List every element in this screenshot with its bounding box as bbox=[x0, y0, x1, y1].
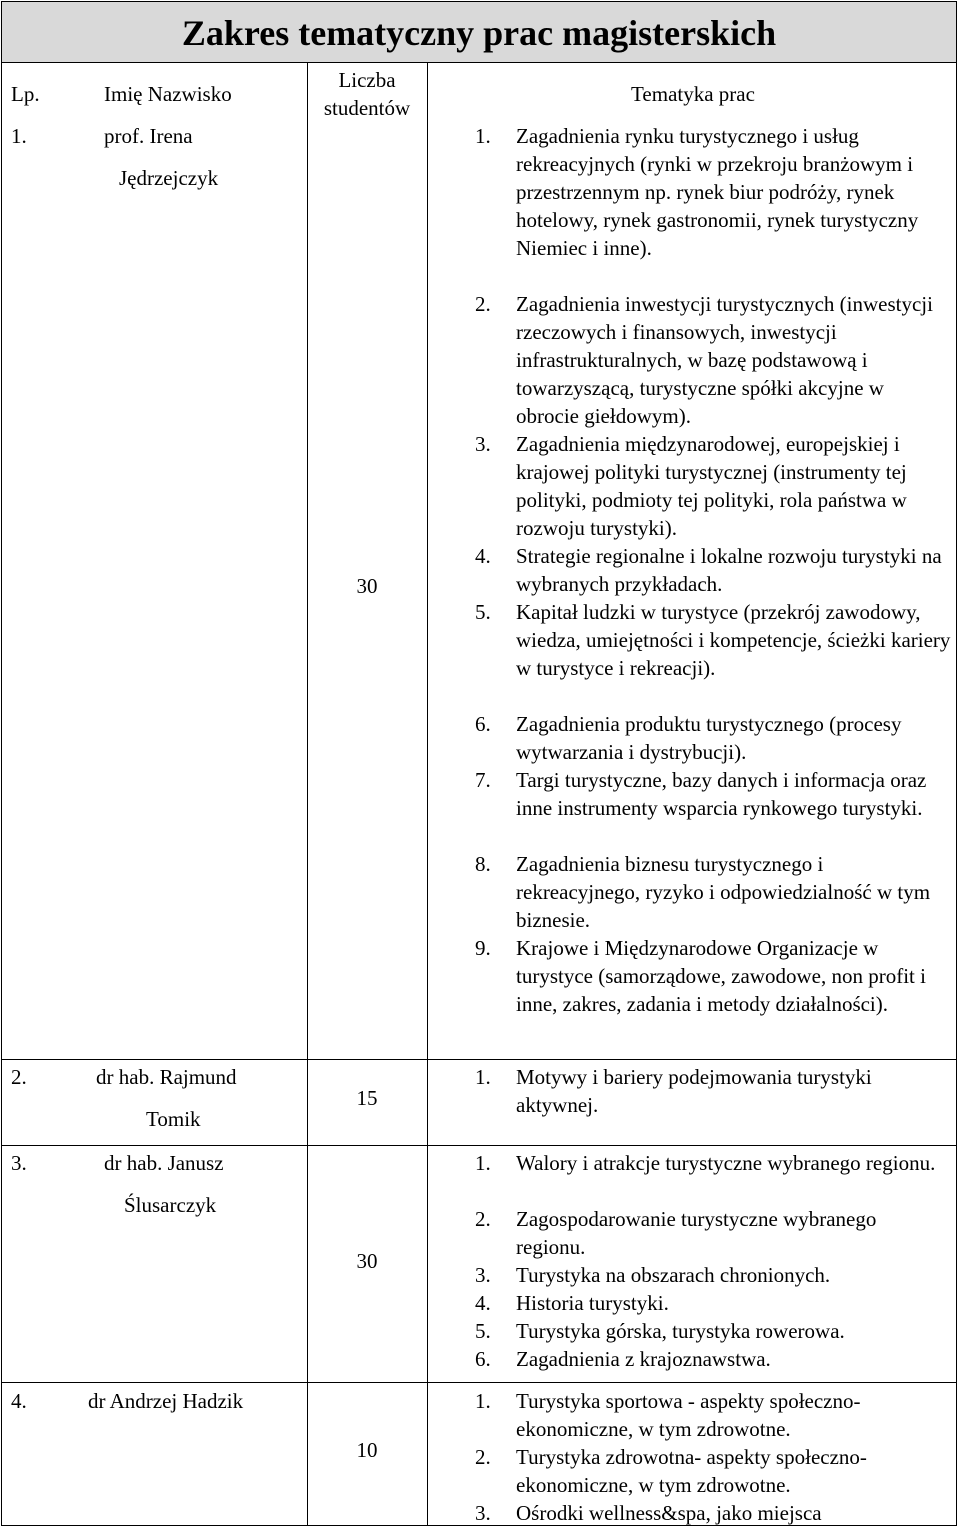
topic-number: 3. bbox=[475, 1501, 491, 1525]
row3-name-line2: Ślusarczyk bbox=[124, 1193, 217, 1217]
topic-number: 9. bbox=[475, 936, 491, 960]
topic-text: Zagospodarowanie turystyczne wybranego regionu. bbox=[516, 1207, 877, 1259]
header-count: Liczba studentów bbox=[323, 68, 411, 120]
topic-number: 3. bbox=[475, 1263, 491, 1287]
topic-number: 6. bbox=[475, 1347, 491, 1371]
topic-text: Zagadnienia międzynarodowej, europejskiej i krajowej polityki turystycznej (instrumenty tej polityki, podmioty tej polityki, rola państwa w rozwoju turystyki). bbox=[516, 432, 907, 540]
topic-text: Walory i atrakcje turystyczne wybranego regionu. bbox=[516, 1151, 936, 1175]
topic-number: 1. bbox=[475, 124, 491, 148]
topic-number: 6. bbox=[475, 712, 491, 736]
topic-number: 2. bbox=[475, 292, 491, 316]
row2-count: 15 bbox=[356, 1086, 378, 1110]
row4-count: 10 bbox=[356, 1438, 378, 1462]
topic-text: Targi turystyczne, bazy danych i informacja oraz inne instrumenty wsparcia rynkowego turystyki. bbox=[516, 768, 927, 820]
topic-number: 5. bbox=[475, 1319, 491, 1343]
topic-text: Zagadnienia biznesu turystycznego i rekreacyjnego, ryzyko i odpowiedzialność w tym biznesie. bbox=[516, 852, 931, 932]
topic-text: Motywy i bariery podejmowania turystyki aktywnej. bbox=[516, 1065, 872, 1117]
topic-text: Turystyka górska, turystyka rowerowa. bbox=[516, 1319, 845, 1343]
topic-number: 2. bbox=[475, 1445, 491, 1469]
topic-number: 8. bbox=[475, 852, 491, 876]
topics-table bbox=[1, 1, 957, 1526]
row1-name-line2: Jędrzejczyk bbox=[119, 166, 219, 190]
title-divider bbox=[2, 62, 956, 63]
row1-count: 30 bbox=[356, 574, 378, 598]
topic-number: 1. bbox=[475, 1151, 491, 1175]
row3-count: 30 bbox=[356, 1249, 378, 1273]
topic-text: Turystyka sportowa - aspekty społeczno-ekonomiczne, w tym zdrowotne. bbox=[516, 1389, 861, 1441]
topic-text: Krajowe i Międzynarodowe Organizacje w turystyce (samorządowe, zawodowe, non profit i inne, zakres, zadania i metody działalności). bbox=[516, 936, 926, 1016]
page-title: Zakres tematyczny prac magisterskich bbox=[181, 13, 777, 53]
topic-text: Zagadnienia inwestycji turystycznych (inwestycji rzeczowych i finansowych, inwestycji infrastrukturalnych, w bazę podstawową i towarzyszącą, turystyczne spółki akcyjne w obrocie giełdowym). bbox=[516, 292, 933, 428]
topic-text: Zagadnienia z krajoznawstwa. bbox=[516, 1347, 771, 1371]
topic-number: 3. bbox=[475, 432, 491, 456]
header-topics: Tematyka prac bbox=[631, 82, 755, 106]
topic-text: Turystyka na obszarach chronionych. bbox=[516, 1263, 831, 1287]
row3-name-line1: dr hab. Janusz bbox=[104, 1151, 224, 1175]
topic-number: 5. bbox=[475, 600, 491, 624]
topic-text: Zagadnienia produktu turystycznego (procesy wytwarzania i dystrybucji). bbox=[516, 712, 902, 764]
title-cell bbox=[2, 2, 956, 62]
header-name: Imię Nazwisko bbox=[104, 82, 232, 106]
row2-name-line1: dr hab. Rajmund bbox=[96, 1065, 237, 1089]
topic-text: Historia turystyki. bbox=[516, 1291, 669, 1315]
topic-text: Ośrodki wellness&spa, jako miejsca bbox=[516, 1501, 822, 1525]
row1-name-line1: prof. Irena bbox=[104, 124, 193, 148]
row-divider-3 bbox=[2, 1382, 956, 1383]
header-lp: Lp. bbox=[11, 82, 40, 106]
topic-number: 1. bbox=[475, 1065, 491, 1089]
col-divider-count bbox=[427, 62, 428, 1525]
topic-number: 4. bbox=[475, 1291, 491, 1315]
row2-lp: 2. bbox=[11, 1065, 27, 1089]
topic-number: 7. bbox=[475, 768, 491, 792]
row-divider-2 bbox=[2, 1145, 956, 1146]
topic-text: Zagadnienia rynku turystycznego i usług rekreacyjnych (rynki w przekroju branżowym i przestrzennym np. rynek biur podróży, rynek hotelowy, rynek gastronomii, rynek turystyczny Niemiec i inne). bbox=[516, 124, 919, 260]
topic-text: Kapitał ludzki w turystyce (przekrój zawodowy, wiedza, umiejętności i kompetencje, ścieżki kariery w turystyce i rekreacji). bbox=[516, 600, 951, 680]
topic-text: Strategie regionalne i lokalne rozwoju turystyki na wybranych przykładach. bbox=[516, 544, 942, 596]
row-divider-1 bbox=[2, 1059, 956, 1060]
row3-lp: 3. bbox=[11, 1151, 27, 1175]
topic-number: 4. bbox=[475, 544, 491, 568]
topic-text: Turystyka zdrowotna- aspekty społeczno-ekonomiczne, w tym zdrowotne. bbox=[516, 1445, 867, 1497]
col-divider-name bbox=[307, 62, 308, 1525]
topic-number: 1. bbox=[475, 1389, 491, 1413]
row2-name-line2: Tomik bbox=[146, 1107, 201, 1131]
row4-name-line1: dr Andrzej Hadzik bbox=[88, 1389, 244, 1413]
row1-lp: 1. bbox=[11, 124, 27, 148]
topic-number: 2. bbox=[475, 1207, 491, 1231]
row4-lp: 4. bbox=[11, 1389, 27, 1413]
